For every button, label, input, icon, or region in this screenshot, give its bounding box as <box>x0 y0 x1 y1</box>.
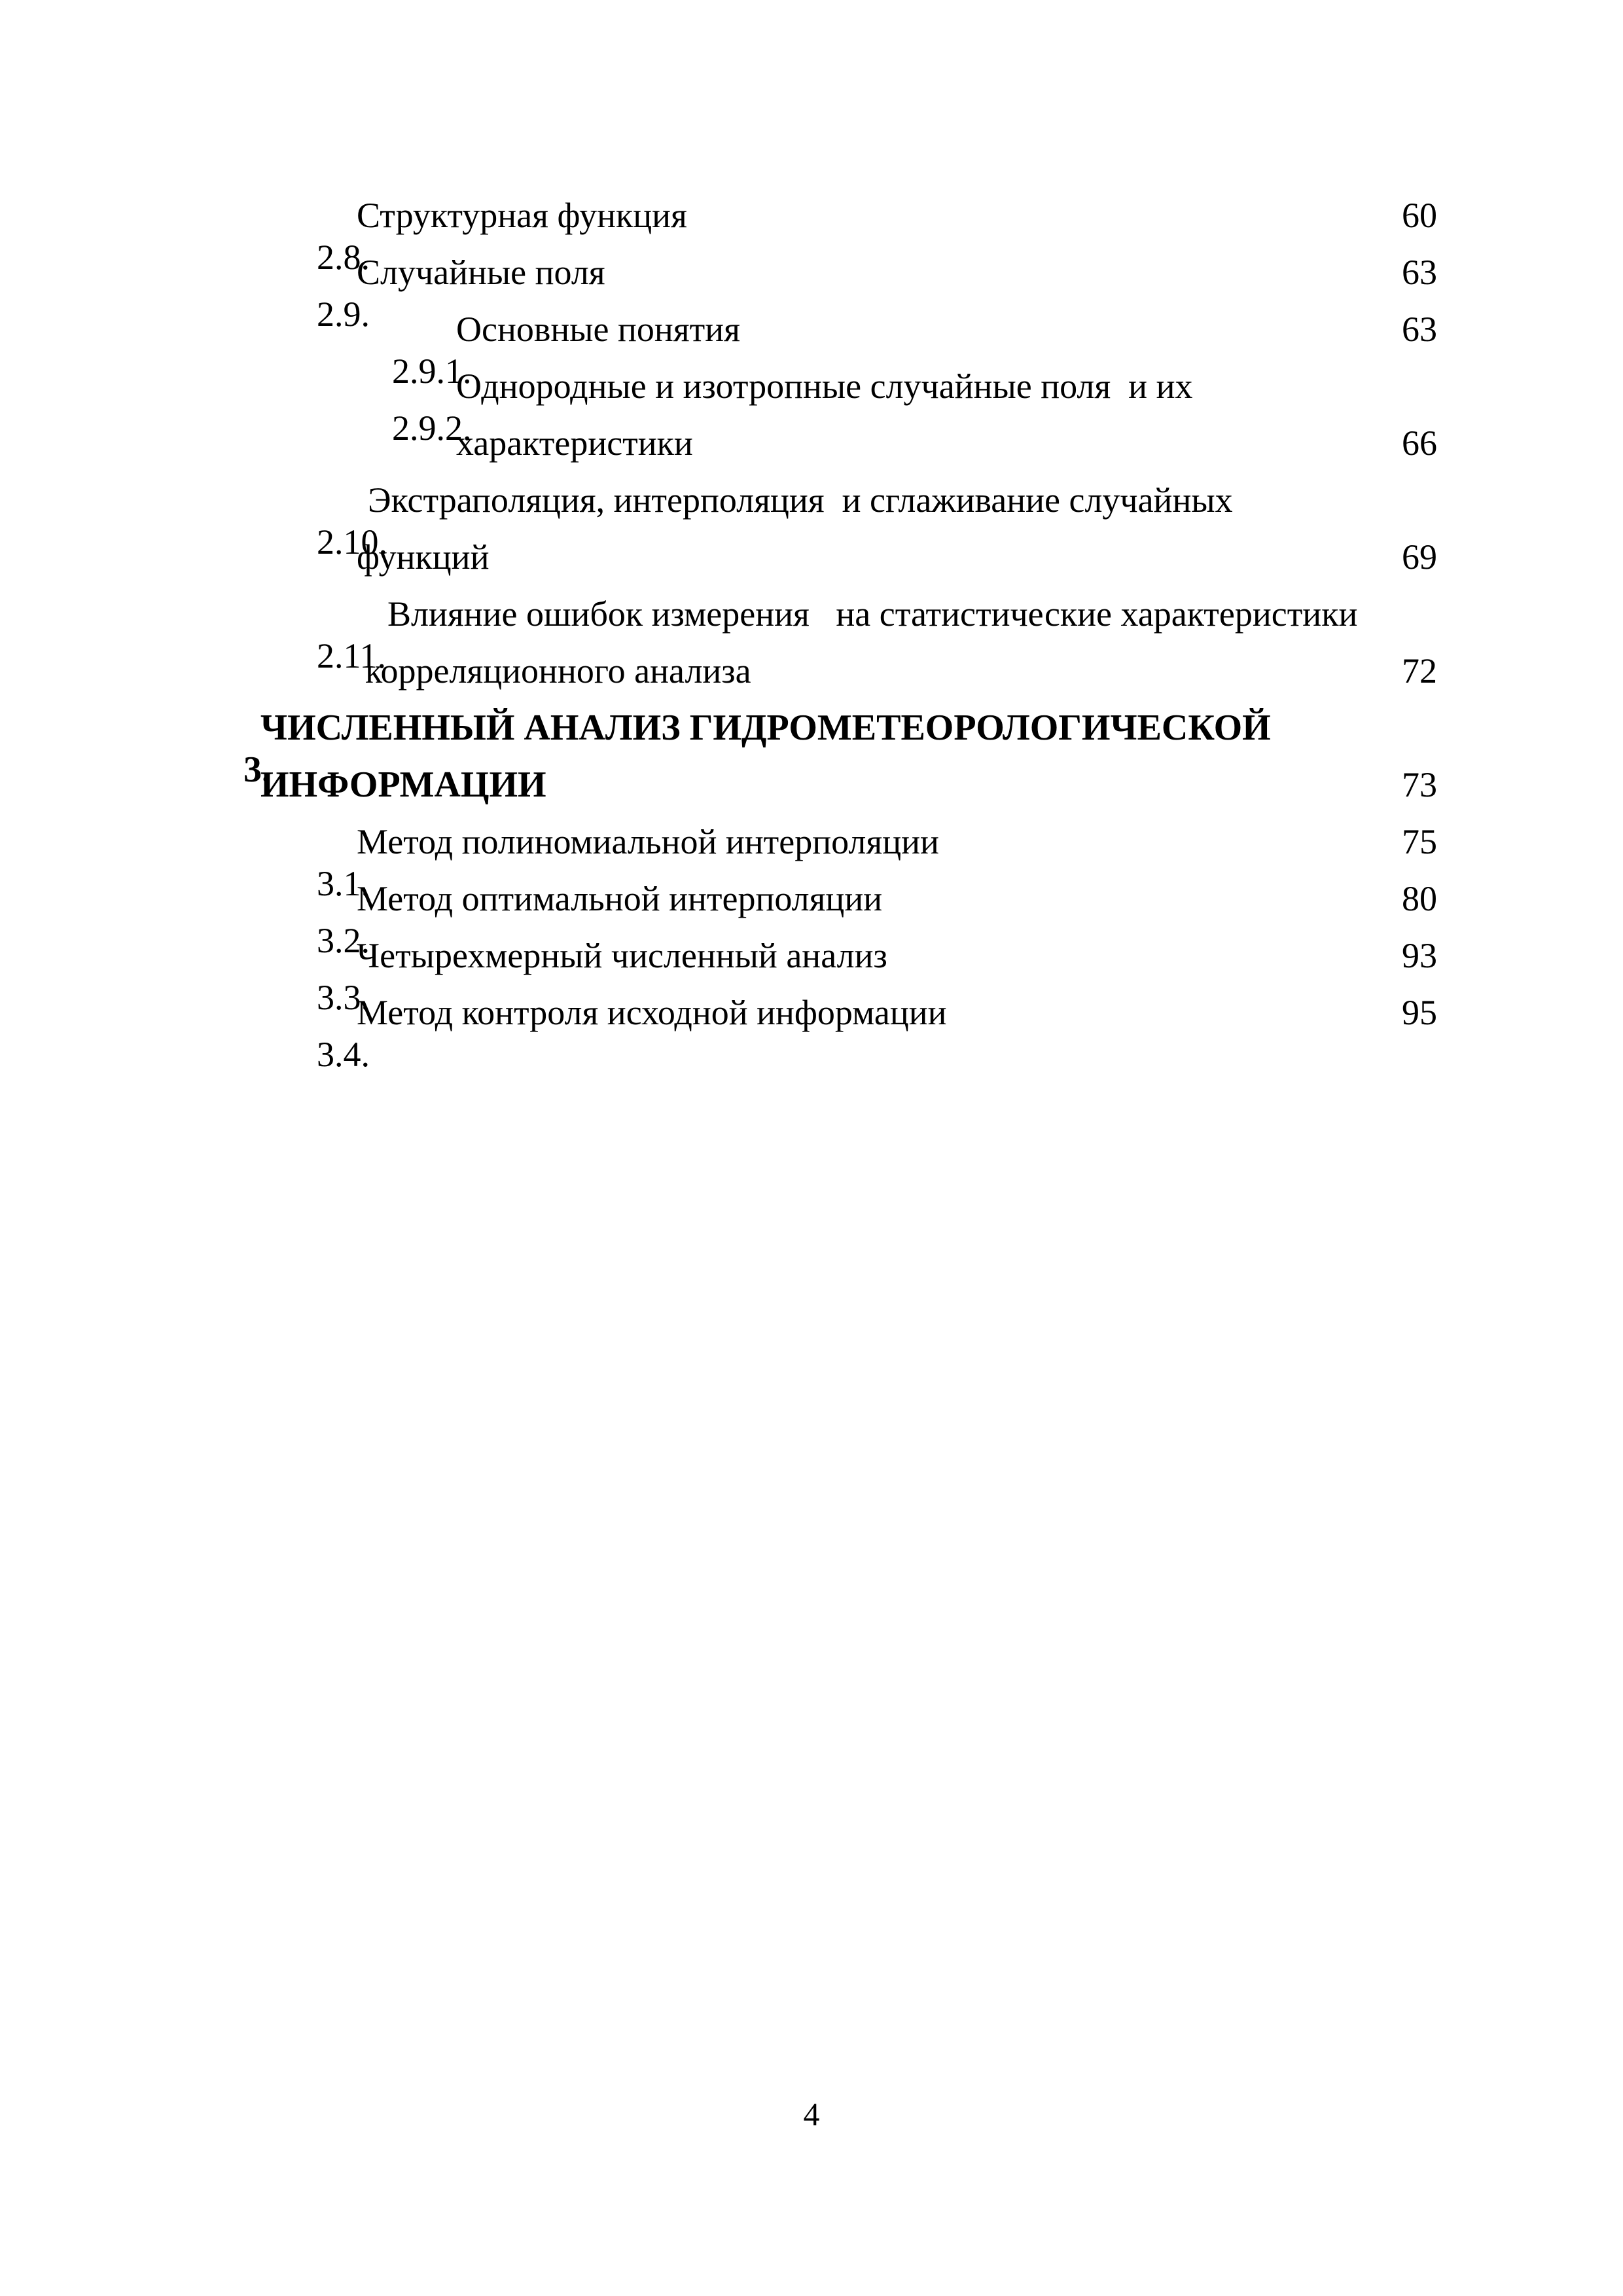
toc-entry-title: Четырехмерный численный анализ <box>357 936 887 975</box>
toc-chapter-title-line1: ЧИСЛЕННЫЙ АНАЛИЗ ГИДРОМЕТЕОРОЛОГИЧЕСКОЙ <box>260 708 1271 748</box>
toc-entry-title-line2: корреляционного анализа <box>365 651 751 691</box>
toc-entry-number: 3.3. <box>317 978 370 1017</box>
toc-entry-2-11 <box>281 593 386 675</box>
toc-entry-2-9-1 <box>357 308 472 391</box>
toc-entry-title-line1: Экстраполяция, интерполяция и сглаживание случайных <box>368 480 1233 520</box>
toc-entry-number: 2.9. <box>317 295 370 334</box>
toc-entry-title-line1: Влияние ошибок измерения на статистические характеристики <box>387 594 1358 634</box>
toc-entry-title-line2: функций <box>357 537 490 577</box>
toc-entry-number: 3.1. <box>317 864 370 903</box>
toc-entry-number: 2.10. <box>317 522 387 562</box>
toc-chapter-title-line2: ИНФОРМАЦИИ <box>260 764 546 805</box>
toc-entry-page: 73 <box>1402 765 1437 804</box>
toc-entry-title: Случайные поля <box>357 253 605 292</box>
toc-entry-number: 3.4. <box>317 1035 370 1074</box>
toc-entry-2-9-2 <box>357 365 472 448</box>
toc-entry-title-line2: характеристики <box>456 423 693 463</box>
toc-entry-number: 2.11. <box>317 636 386 675</box>
toc-entry-page: 93 <box>1402 936 1437 975</box>
toc-chapter-number: 3. <box>243 749 271 790</box>
toc-entry-page: 75 <box>1402 822 1437 861</box>
toc-entry-title: Структурная функция <box>357 196 687 235</box>
toc-entry-page: 95 <box>1402 993 1437 1032</box>
page-number: 4 <box>803 2096 820 2132</box>
toc-entry-page: 63 <box>1402 310 1437 349</box>
toc-entry-title: Метод оптимальной интерполяции <box>357 879 883 918</box>
toc-entry-title: Метод контроля исходной информации <box>357 993 947 1032</box>
toc-entry-page: 80 <box>1402 879 1437 918</box>
toc-entry-page: 72 <box>1402 651 1437 691</box>
toc-entry-title-line1: Однородные и изотропные случайные поля и их <box>456 367 1193 406</box>
toc-entry-number: 2.9.1. <box>392 351 472 391</box>
toc-entry-title: Метод полиномиальной интерполяции <box>357 822 939 861</box>
toc-entry-number: 2.9.2. <box>392 408 472 448</box>
toc-entry-page: 63 <box>1402 253 1437 292</box>
toc-entry-page: 60 <box>1402 196 1437 235</box>
toc-entry-page: 66 <box>1402 423 1437 463</box>
toc-entry-page: 69 <box>1402 537 1437 577</box>
toc-entry-title: Основные понятия <box>456 310 740 349</box>
toc-entry-number: 2.8. <box>317 238 370 277</box>
toc-entry-number: 3.2. <box>317 921 370 960</box>
